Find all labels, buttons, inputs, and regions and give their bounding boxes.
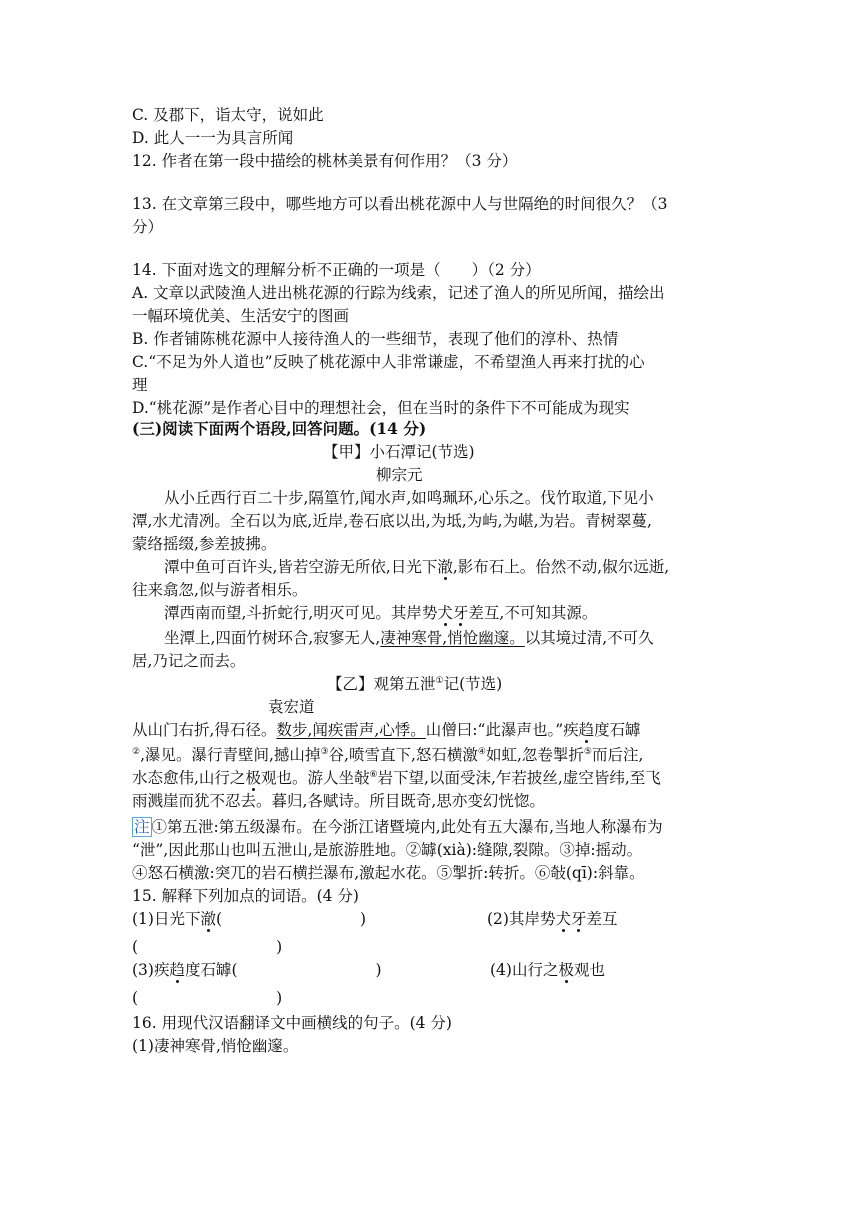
q16-stem: 16. 用现代汉语翻译文中画横线的句子。(4 分) <box>132 1014 452 1032</box>
annotation-tag[interactable]: 注 <box>134 818 150 836</box>
yi-l2-text-c: 如虹,忽卷掣折 <box>485 746 584 764</box>
yi-l3-text-a: 水态愈伟,山行之 <box>132 769 246 787</box>
q15-item4-text-b: 观也 <box>573 961 605 979</box>
q14-option-a-line1: A. 文章以武陵渔人进出桃花源的行踪为线索，记述了渔人的所见所闻，描绘出 <box>132 284 665 302</box>
notes-line2: “泄”,因此那山也叫五泄山,是旅游胜地。②罅(xià):缝隙,裂隙。③掉:摇动。 <box>132 841 643 859</box>
passage-yi-author: 袁宏道 <box>268 698 315 716</box>
yi-title-text-b: 记(节选) <box>443 675 503 693</box>
answer-blank-open: ( <box>215 910 223 928</box>
q13-stem-line2: 分） <box>132 218 164 236</box>
jia-p2-text-b: ,影布石上。佁然不动,俶尔远逝, <box>452 558 670 576</box>
passage-jia-title: 【甲】小石潭记(节选) <box>323 443 475 461</box>
jia-p2-text-a: 潭中鱼可百许头,皆若空游无所依,日光下 <box>164 558 438 576</box>
yi-l1-text-a: 从山门右折,得石径。 <box>132 721 277 739</box>
yi-l2-text-a: ,瀑见。瀑行青壁间,撼山掉 <box>140 746 321 764</box>
footnote-marker: ⑤ <box>583 747 592 757</box>
yi-line4: 雨溅崖而犹不忍去。暮归,各赋诗。所目既奇,思亦变幻恍惚。 <box>132 792 545 810</box>
q15-item3-text-b: 度石罅( <box>184 961 238 979</box>
q11-option-d: D. 此人一一为具言所闻 <box>132 129 294 147</box>
dotted-word-ya: 牙 <box>570 910 587 928</box>
passage-yi-title <box>327 673 502 695</box>
q15-item4-text: (4)山行之 <box>490 961 559 979</box>
jia-p4-line1 <box>164 627 654 649</box>
jia-p2-line2: 往来翕忽,似与游者相乐。 <box>132 581 308 599</box>
answer-blank-close: ) <box>360 910 367 928</box>
q15-item2-text: (2)其岸势 <box>487 910 556 928</box>
jia-p4-line2: 居,乃记之而去。 <box>132 652 246 670</box>
dotted-word-che: 澈 <box>200 910 216 928</box>
jia-p4-text-b: 以其境过清,不可久 <box>524 629 654 647</box>
yi-l1-text-c: 度石罅 <box>594 721 641 739</box>
yi-l3-text-c: 岩下望,以面受沫,乍若披丝,虚空皆纬,至飞 <box>377 769 661 787</box>
q15-item4-blank <box>132 987 282 1009</box>
q14-stem: 14. 下面对选文的理解分析不正确的一项是（ ）（2 分） <box>132 261 541 279</box>
q15-item3-text: (3)疾 <box>132 961 170 979</box>
yi-l3-text-b: 观也。游人坐敧 <box>260 769 370 787</box>
section3-heading: (三)阅读下面两个语段,回答问题。(14 分) <box>132 419 427 438</box>
q13-stem-line1: 13. 在文章第三段中，哪些地方可以看出桃花源中人与世隔绝的时间很久？（3 <box>132 195 668 213</box>
footnote-marker: ④ <box>477 747 486 757</box>
dotted-word-quan: 犬 <box>555 910 571 928</box>
dotted-word-ya: 牙 <box>452 604 469 622</box>
jia-p1-line2: 潭,水尤清冽。全石以为底,近岸,卷石底以出,为坻,为屿,为嵁,为岩。青树翠蔓, <box>132 512 652 530</box>
jia-p3-line1 <box>164 602 597 624</box>
q15-item4 <box>490 959 605 981</box>
q14-option-a-line2: 一幅环境优美、生活安宁的图画 <box>132 307 350 325</box>
q15-item2-blank <box>132 936 282 958</box>
jia-p4-text-a: 坐潭上,四面竹树环合,寂寥无人, <box>164 629 381 647</box>
footnote-marker: ① <box>435 676 444 686</box>
q14-option-d: D.“桃花源”是作者心目中的理想社会，但在当时的条件下不可能成为现实 <box>132 399 630 417</box>
jia-p1-line3: 蒙络摇缀,参差披拂。 <box>132 535 277 553</box>
passage-jia-author: 柳宗元 <box>376 466 423 484</box>
dotted-word-che: 澈 <box>437 558 453 576</box>
q15-item3 <box>132 959 382 981</box>
answer-blank-open: ( <box>132 938 139 956</box>
notes-line3: ④怒石横激:突兀的岩石横拦瀑布,激起水花。⑤掣折:转折。⑥敧(qī):斜靠。 <box>132 864 645 882</box>
jia-p3-text-a: 潭西南而望,斗折蛇行,明灭可见。其岸势 <box>164 604 438 622</box>
q14-option-b: B. 作者铺陈桃花源中人接待渔人的一些细节，表现了他们的淳朴、热情 <box>132 330 619 348</box>
yi-l2-text-b: 谷,喷雪直下,怒石横激 <box>328 746 478 764</box>
q16-item1: (1)凄神寒骨,悄怆幽邃。 <box>132 1037 299 1055</box>
q14-option-c-line2: 理 <box>132 376 148 394</box>
jia-p1-line1: 从小丘西行百二十步,隔篁竹,闻水声,如鸣珮环,心乐之。伐竹取道,下见小 <box>164 489 654 507</box>
jia-p3-text-b: 差互,不可知其源。 <box>468 604 598 622</box>
footnote-marker: ⑥ <box>369 770 378 780</box>
underlined-sentence-1: 凄神寒骨,悄怆幽邃。 <box>380 629 525 647</box>
yi-l2-text-d: 而后注, <box>591 746 644 764</box>
yi-line1 <box>132 719 641 741</box>
footnote-marker: ③ <box>320 747 329 757</box>
q15-item2 <box>487 908 618 930</box>
notes-text-1: ①第五泄:第五级瀑布。在今浙江诸暨境内,此处有五大瀑布,当地人称瀑布为 <box>151 818 663 836</box>
q15-item2-text-b: 差互 <box>586 910 618 928</box>
q12-stem: 12. 作者在第一段中描绘的桃林美景有何作用？（3 分） <box>132 152 518 170</box>
dotted-word-ji: 极 <box>245 769 261 787</box>
notes-line1 <box>132 816 663 838</box>
yi-l1-text-b: 山僧曰:“此瀑声也。”疾 <box>425 721 579 739</box>
answer-blank-open: ( <box>132 989 139 1007</box>
q15-item1-text: (1)日光下 <box>132 910 201 928</box>
answer-blank-close: ) <box>276 938 283 956</box>
answer-blank-close: ) <box>276 989 283 1007</box>
dotted-word-quan: 犬 <box>437 604 453 622</box>
dotted-word-ji: 极 <box>558 961 574 979</box>
q14-option-c-line1: C.“不足为外人道也”反映了桃花源中人非常谦虚，不希望渔人再来打扰的心 <box>132 353 645 371</box>
yi-line2 <box>132 744 643 766</box>
q11-option-c: C. 及郡下，诣太守，说如此 <box>132 106 324 124</box>
footnote-marker: ② <box>132 747 141 757</box>
underlined-sentence-2: 数步,闻疾雷声,心悸。 <box>276 721 426 739</box>
yi-line3 <box>132 767 661 789</box>
dotted-word-qu: 趋 <box>169 961 185 979</box>
q15-stem: 15. 解释下列加点的词语。(4 分) <box>132 887 359 905</box>
jia-p2-line1 <box>164 556 669 578</box>
answer-blank-close: ) <box>375 961 382 979</box>
q15-item1 <box>132 908 366 930</box>
yi-title-text: 【乙】观第五泄 <box>327 675 436 693</box>
dotted-word-qu: 趋 <box>578 721 595 739</box>
